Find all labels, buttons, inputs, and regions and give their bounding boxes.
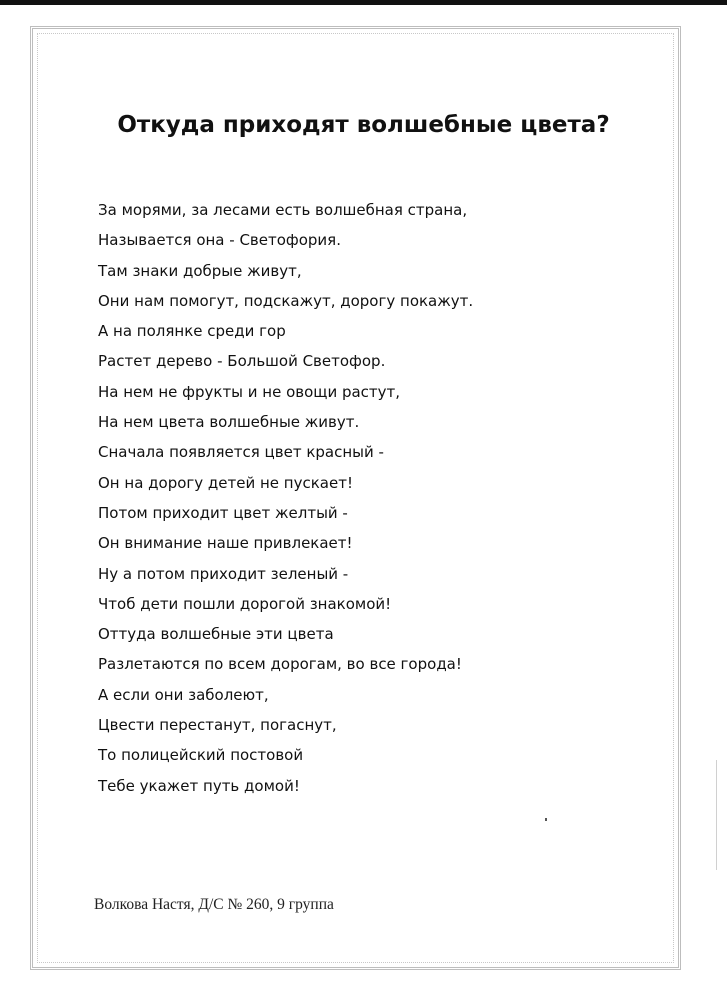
poem-line: То полицейский постовой — [98, 746, 304, 765]
poem-line: Разлетаются по всем дорогам, во все города! — [98, 655, 462, 674]
poem-line: На нем не фрукты и не овощи растут, — [98, 382, 401, 401]
scan-top-edge — [0, 0, 727, 5]
author-signature: Волкова Настя, Д/С № 260, 9 группа — [94, 896, 334, 913]
scan-artifact-line — [716, 760, 717, 870]
poem-line: Оттуда волшебные эти цвета — [98, 625, 334, 644]
poem-line: Чтоб дети пошли дорогой знакомой! — [98, 594, 392, 613]
poem-line: Потом приходит цвет желтый - — [98, 503, 348, 522]
poem-line: Там знаки добрые живут, — [98, 261, 302, 280]
poem-line: Сначала появляется цвет красный - — [98, 443, 384, 462]
poem-line: Они нам помогут, подскажут, дорогу покажут. — [98, 291, 474, 310]
poem-line: А на полянке среди гор — [98, 322, 286, 341]
poem-line: Называется она - Светофория. — [98, 231, 341, 250]
poem-line: Цвести перестанут, погаснут, — [98, 716, 337, 735]
poem-line: Тебе укажет путь домой! — [98, 776, 300, 795]
poem-line: А если они заболеют, — [98, 685, 269, 704]
poem-line: Он на дорогу детей не пускает! — [98, 473, 353, 492]
scan-speck — [545, 818, 547, 821]
poem-title: Откуда приходят волшебные цвета? — [117, 112, 610, 138]
poem-line: Он внимание наше привлекает! — [98, 534, 353, 553]
poem-body — [98, 195, 473, 801]
poem-line: За морями, за лесами есть волшебная страна, — [98, 201, 468, 219]
poem-line: Растет дерево - Большой Светофор. — [98, 352, 386, 371]
poem-line: На нем цвета волшебные живут. — [98, 413, 360, 432]
poem-line: Ну а потом приходит зеленый - — [98, 564, 349, 583]
